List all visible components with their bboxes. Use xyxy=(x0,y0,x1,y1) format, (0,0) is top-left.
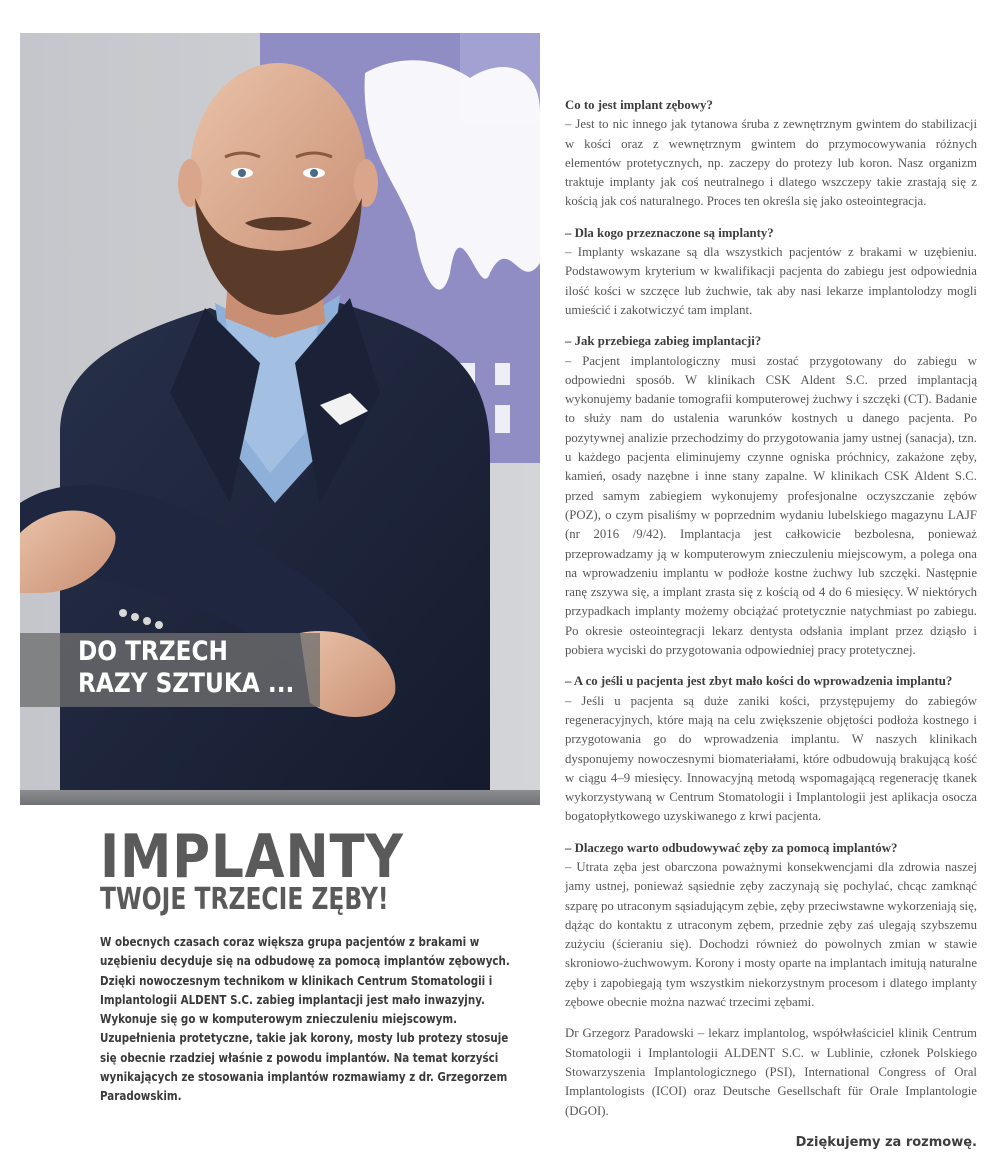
answer-4: – Jeśli u pacjenta są duże zaniki kości, przystępujemy do zabiegów regeneracyjnych, które mają na celu zwiększenie objętości podłoża kostnego i przygotowania go do wprowadzenia implantu. W naszych klinikach dysponujemy nowoczesnymi biomateriałami, które odbudowują brakującą kość w ciągu 4–9 miesięcy. Innowacyjną metodą wspomagającą regenerację tkanek wykorzystywaną w Centrum Stomatologii i Implantologii jest aplikacja osocza bogatopłytkowego uzyskiwanego z krwi pacjenta. xyxy=(565,693,977,824)
question-3: – Jak przebiega zabieg implantacji? xyxy=(565,334,762,349)
question-5: – Dlaczego warto odbudowywać zęby za pomocą implantów? xyxy=(565,840,898,855)
photo-overlay-title xyxy=(20,633,320,707)
answer-2: – Implanty wskazane są dla wszystkich pacjentów z brakami w uzębieniu. Podstawowym kryterium w kwalifikacji pacjenta do zabiegu jest odpowiednia ilość kości w szczęce lub żuchwie, tak aby nasi lekarze implantolodzy mogli umieścić i zakotwiczyć tam implant. xyxy=(565,245,977,317)
question-2: – Dla kogo przeznaczone są implanty? xyxy=(565,225,774,240)
closing-thanks: Dziękujemy za rozmowę. xyxy=(795,1134,977,1150)
answer-3: – Pacjent implantologiczny musi zostać przygotowany do zabiegu w odpowiedni sposób. W klinikach CSK Aldent S.C. przed implantacją wykonujemy badanie tomografii komputerowej żuchwy i szczęki (CT). Badanie to służy nam do ustalenia warunków kostnych u danego pacjenta. Po pozytywnej analizie przechodzimy do przygotowania jamy ustnej (sanacja), tzn. u każdego pacjenta eliminujemy czynne ogniska próchnicy, zakażone zęby, kamień, osady nazębne i inne stany zapalne. W klinikach CSK Aldent S.C. przed samym zabiegiem wykonujemy profesjonalne oczyszczanie zębów (POZ), o czym pisaliśmy w poprzednim wydaniu lubelskiego magazynu LAJF (nr 2016 /9/42). Implantacja jest całkowicie bezbolesna, ponieważ przeprowadzamy ją w komputerowym znieczuleniu miejscowym, a polega ona na wprowadzeniu implantu w podłoże kostne żuchwy lub szczęki. Następnie ranę zszywa się, a implant zrasta się z kością od 4 do 6 miesięcy. W niektórych przypadkach implanty możemy obciążać protetycznie natychmiast po zabiegu. Po okresie osteointegracji lekarz dentysta odsłania implant przez dziąsło i pobiera wyciski do przygotowania odpowiedniej pracy protetycznej. xyxy=(565,353,977,658)
overlay-line-2: RAZY SZTUKA ... xyxy=(78,668,295,699)
answer-1: – Jest to nic innego jak tytanowa śruba z zewnętrznym gwintem do stabilizacji w kości oraz z wewnętrznym gwintem do przymocowywania różnych elementów protetycznych, np. zaczepy do protezy lub koron. Nasz organizm traktuje implanty jak coś neutralnego i dlatego wszczepy takie zrastają się z kością jak coś naturalnego. Proces ten określa się jako osteointegracja. xyxy=(565,117,977,209)
photo-bottom-band xyxy=(20,790,540,805)
author-bio: Dr Grzegorz Paradowski – lekarz implantolog, współwłaściciel klinik Centrum Stomatologii i Implantologii ALDENT S.C. w Lublinie, członek Polskiego Stowarzyszenia Implantologicznego (PSI), International Congress of Oral Implantologists (ICOI) oraz Deutsche Gesellschaft für Orale Implantologie (DGOI). xyxy=(565,1026,977,1118)
interview-column xyxy=(565,96,977,1152)
article-title: IMPLANTY xyxy=(100,822,404,892)
question-1: Co to jest implant zębowy? xyxy=(565,98,713,112)
overlay-line-1: DO TRZECH xyxy=(78,636,228,667)
article-subtitle: TWOJE TRZECIE ZĘBY! xyxy=(100,882,389,917)
answer-5: – Utrata zęba jest obarczona poważnymi konsekwencjami dla zdrowia naszej jamy ustnej, ponieważ sąsiednie zęby zaczynają się pochylać, chcąc zamknąć szparę po utraconym sąsiadującym zębie, zęby przeciwstawne wykorzeniają się, dążąc do kontaktu z utraconym zębem, przednie zęby zaś ulegają szybszemu zużyciu (ścieraniu się). Dochodzi również do powolnych zmian w stawie skroniowo-żuchwowym. Korony i mosty oparte na implantach imitują naturalne zęby i zapobiegają tym wszystkim niekorzystnym procesom i dlatego implanty zębowe obecnie można nazwać trzecimi zębami. xyxy=(565,859,977,1010)
question-4: – A co jeśli u pacjenta jest zbyt mało kości do wprowadzenia implantu? xyxy=(565,674,953,689)
article-lead: W obecnych czasach coraz większa grupa pacjentów z brakami w uzębieniu decyduje się na odbudowę za pomocą implantów zębowych. Dzięki nowoczesnym technikom w klinikach Centrum Stomatologii i Implantologii ALDENT S.C. zabieg implantacji jest mało inwazyjny. Wykonuje się go w komputerowym znieczuleniu miejscowym. Uzupełnienia protetyczne, takie jak korony, mosty lub protezy stosuje się obecnie rzadziej właśnie z powodu implantów. Na temat korzyści wynikających ze stosowania implantów rozmawiamy z dr. Grzegorzem Paradowskim. xyxy=(100,934,510,1104)
